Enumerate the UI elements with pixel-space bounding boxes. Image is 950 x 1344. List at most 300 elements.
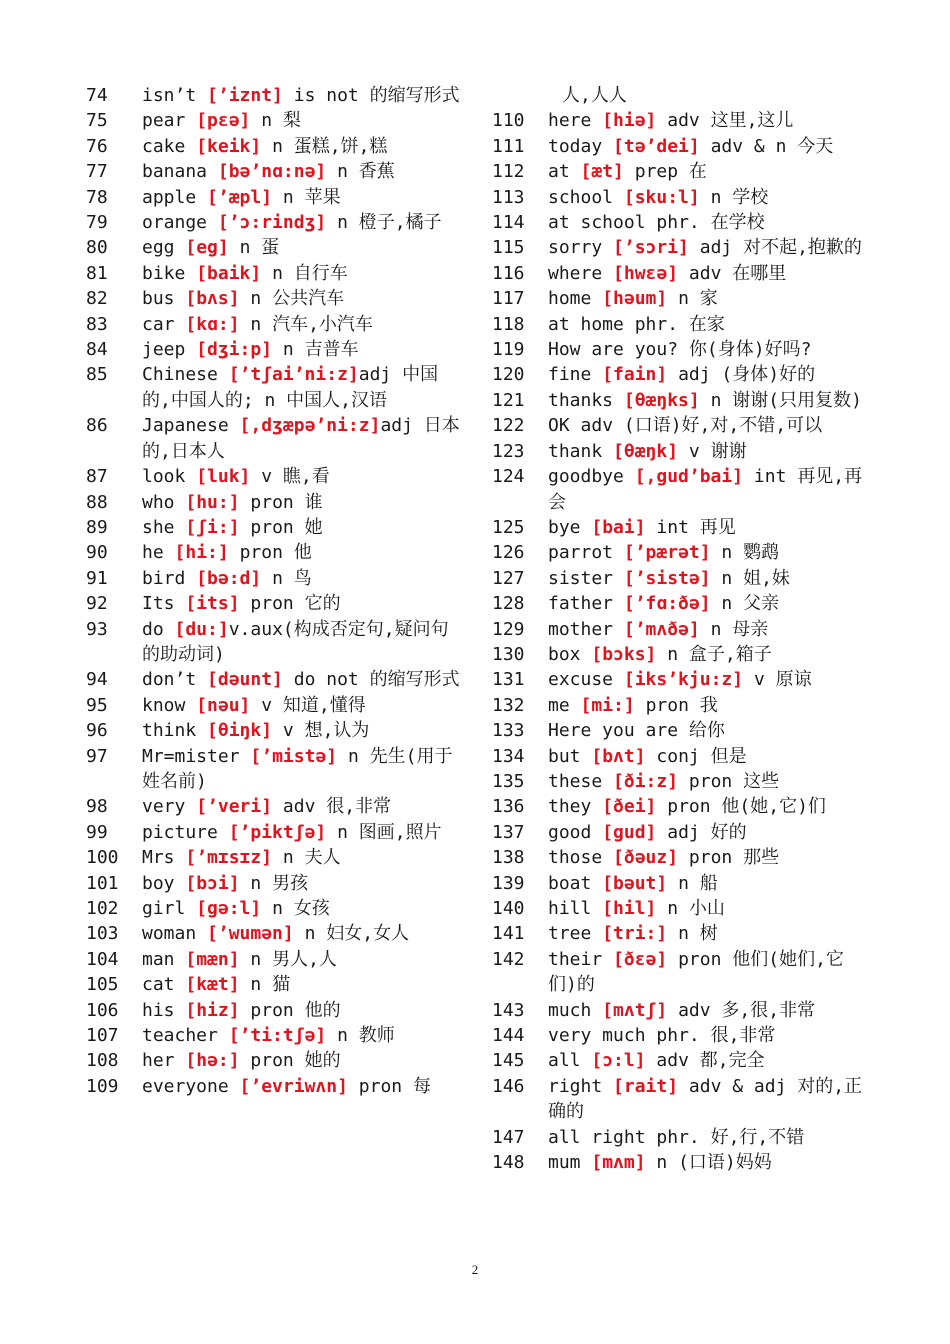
entry-number: 141 xyxy=(492,923,525,945)
entry-definition: phr. 在家 xyxy=(634,313,725,335)
entry-definition: n 男人,人 xyxy=(250,948,337,970)
vocab-entry xyxy=(492,337,872,362)
vocab-entry xyxy=(492,1074,872,1125)
entry-phonetic: [bə:d] xyxy=(196,567,262,589)
entry-phonetic: [kɑ:] xyxy=(185,313,240,335)
entry-definition: is not 的缩写形式 xyxy=(293,85,460,106)
entry-definition: pron 他(她,它)们 xyxy=(667,796,826,818)
entry-phonetic: [luk] xyxy=(196,466,251,488)
entry-phonetic: [’pærət] xyxy=(623,542,711,564)
vocab-entry xyxy=(492,1150,872,1175)
entry-phonetic: [’sistə] xyxy=(623,567,711,589)
entry-number: 102 xyxy=(86,898,119,919)
entry-phonetic: [hiz] xyxy=(185,999,240,1021)
entry-word: picture xyxy=(142,821,218,843)
entry-word: thank xyxy=(548,440,603,462)
vocab-entry xyxy=(86,159,466,184)
entry-number: 125 xyxy=(492,516,525,538)
entry-word: much xyxy=(548,999,592,1021)
entry-phonetic: [’tʃai’ni:z] xyxy=(228,364,359,386)
entry-definition: adj 对不起,抱歉的 xyxy=(699,237,862,259)
entry-definition: pron 每 xyxy=(358,1075,431,1097)
entry-word: know xyxy=(142,694,186,716)
entry-definition: adj 好的 xyxy=(667,821,747,843)
vocab-entry xyxy=(492,464,872,515)
entry-number: 89 xyxy=(86,516,108,538)
entry-number: 124 xyxy=(492,466,525,488)
vocab-entry xyxy=(492,871,872,896)
entry-phonetic: [rait] xyxy=(613,1075,679,1097)
entry-definition: int 再见 xyxy=(656,516,736,538)
vocab-entry xyxy=(86,1074,466,1099)
entry-phonetic: [pεə] xyxy=(196,110,251,132)
entry-phonetic: [fain] xyxy=(602,364,668,386)
entry-definition: pron 谁 xyxy=(250,491,323,513)
vocab-entry xyxy=(86,566,466,591)
entry-definition: n 吉普车 xyxy=(282,339,359,361)
entry-definition: adv 多,很,非常 xyxy=(678,999,816,1021)
entry-definition: pron 他 xyxy=(239,542,312,564)
vocab-entry xyxy=(492,718,872,743)
vocab-entry xyxy=(492,744,872,769)
entry-definition: n 汽车,小汽车 xyxy=(250,313,373,335)
entry-definition: conj 但是 xyxy=(656,745,747,767)
entry-number: 91 xyxy=(86,567,108,589)
entry-number: 113 xyxy=(492,186,525,208)
entry-definition: n 橙子,橘子 xyxy=(337,212,442,234)
entry-phonetic: [mi:] xyxy=(580,694,635,716)
entry-number: 104 xyxy=(86,948,119,970)
entry-phonetic: [hu:] xyxy=(185,491,240,513)
entry-number: 105 xyxy=(86,974,119,996)
entry-definition: pron 她的 xyxy=(250,1050,341,1072)
entry-definition: n 学校 xyxy=(710,186,769,208)
entry-number: 144 xyxy=(492,1025,525,1047)
continuation-text: 人,人人 xyxy=(562,85,627,106)
entry-word: good xyxy=(548,821,592,843)
entry-definition: adj 日本的,日本人 xyxy=(142,415,460,462)
entry-word: where xyxy=(548,262,603,284)
entry-number: 114 xyxy=(492,212,525,234)
page-number: 2 xyxy=(471,1262,479,1277)
entry-word: these xyxy=(548,770,603,792)
entry-definition: phr. 好,行,不错 xyxy=(656,1126,805,1148)
entry-number: 84 xyxy=(86,339,108,361)
vocab-entry xyxy=(492,439,872,464)
entry-number: 88 xyxy=(86,491,108,513)
entry-number: 90 xyxy=(86,542,108,564)
entry-number: 78 xyxy=(86,186,108,208)
entry-word: goodbye xyxy=(548,466,624,488)
entry-definition: n 树 xyxy=(678,923,718,945)
vocab-entry xyxy=(86,972,466,997)
entry-definition: v 想,认为 xyxy=(282,720,370,742)
entry-word: father xyxy=(548,593,614,615)
entry-word: all xyxy=(548,1050,581,1072)
entry-word: boy xyxy=(142,872,175,894)
vocab-entry xyxy=(86,998,466,1023)
entry-phonetic: [hə:] xyxy=(185,1050,240,1072)
entry-definition: adv (口语)好,对,不错,可以 xyxy=(580,415,823,437)
entry-definition: adv 这里,这儿 xyxy=(667,110,794,132)
entry-number: 143 xyxy=(492,999,525,1021)
entry-word: fine xyxy=(548,364,592,386)
entry-word: teacher xyxy=(142,1025,218,1047)
vocab-entry xyxy=(492,820,872,845)
vocab-entry xyxy=(86,108,466,133)
entry-definition: n 梨 xyxy=(261,110,301,132)
entry-definition: n 自行车 xyxy=(272,262,348,284)
entry-phonetic: [’wumən] xyxy=(207,923,294,945)
entry-word: sister xyxy=(548,567,614,589)
vocab-entry xyxy=(86,185,466,210)
entry-word: banana xyxy=(142,161,208,183)
entry-word: jeep xyxy=(142,339,186,361)
entry-number: 120 xyxy=(492,364,525,386)
entry-phonetic: [θiŋk] xyxy=(207,720,273,742)
entry-definition: n 蛋 xyxy=(239,237,280,259)
entry-number: 92 xyxy=(86,593,108,615)
entry-number: 116 xyxy=(492,262,525,284)
entry-number: 81 xyxy=(86,262,108,284)
entry-phonetic: [tri:] xyxy=(602,923,668,945)
vocab-entry xyxy=(86,1023,466,1048)
vocab-entry xyxy=(492,312,872,337)
entry-phonetic: [’piktʃə] xyxy=(228,821,327,843)
entry-definition: n 图画,照片 xyxy=(337,821,442,843)
entry-word: he xyxy=(142,542,164,564)
entry-word: How are you? xyxy=(548,339,679,361)
vocab-entry xyxy=(492,794,872,819)
entry-word: her xyxy=(142,1050,175,1072)
entry-definition: n 公共汽车 xyxy=(250,288,345,310)
vocab-entry xyxy=(492,210,872,235)
entry-number: 98 xyxy=(86,796,108,818)
entry-definition: v.aux(构成否定句,疑问句的助动词) xyxy=(142,618,449,665)
vocab-entry xyxy=(86,464,466,489)
vocab-entry xyxy=(86,845,466,870)
entry-phonetic: [’mistə] xyxy=(250,745,338,767)
entry-definition: n 母亲 xyxy=(710,618,769,640)
entry-phonetic: [θæŋks] xyxy=(623,389,700,411)
entry-phonetic: [bə’nɑ:nə] xyxy=(217,161,327,183)
vocab-entry xyxy=(86,83,466,108)
entry-definition: v 瞧,看 xyxy=(261,466,330,488)
entry-number: 138 xyxy=(492,847,525,869)
entry-number: 137 xyxy=(492,821,525,843)
vocab-entry xyxy=(492,1048,872,1073)
vocab-entry xyxy=(86,362,466,413)
entry-word: cat xyxy=(142,974,175,996)
vocab-entry xyxy=(86,718,466,743)
entry-definition: n 鸟 xyxy=(272,567,312,589)
entry-definition: adv 都,完全 xyxy=(656,1050,765,1072)
entry-word: think xyxy=(142,720,197,742)
vocab-entry xyxy=(492,286,872,311)
vocab-entry xyxy=(492,515,872,540)
entry-number: 135 xyxy=(492,770,525,792)
entry-word: excuse xyxy=(548,669,614,691)
entry-definition: n 猫 xyxy=(250,974,291,996)
vocab-entry xyxy=(86,820,466,845)
entry-phonetic: [,gud’bai] xyxy=(634,466,744,488)
entry-phonetic: [hil] xyxy=(602,898,657,919)
entry-phonetic: [’ti:tʃə] xyxy=(228,1025,327,1047)
entry-definition: v 知道,懂得 xyxy=(261,694,366,716)
vocab-entry xyxy=(86,591,466,616)
entry-word: cake xyxy=(142,135,186,157)
vocab-entry xyxy=(492,896,872,921)
entry-number: 74 xyxy=(86,85,108,106)
entry-word: mum xyxy=(548,1152,581,1174)
vocab-entry xyxy=(492,947,872,998)
entry-number: 119 xyxy=(492,339,525,361)
vocab-entry xyxy=(492,388,872,413)
vocab-entry xyxy=(492,185,872,210)
entry-word: boat xyxy=(548,872,592,894)
entry-number: 76 xyxy=(86,135,108,157)
vocab-entry xyxy=(86,490,466,515)
entry-number: 77 xyxy=(86,161,108,183)
entry-word: at school xyxy=(548,212,646,234)
entry-number: 112 xyxy=(492,161,525,183)
vocab-entry xyxy=(86,794,466,819)
entry-phonetic: [ði:z] xyxy=(613,770,679,792)
entry-word: she xyxy=(142,516,175,538)
entry-word: egg xyxy=(142,237,175,259)
entry-word: his xyxy=(142,999,175,1021)
entry-number: 99 xyxy=(86,821,108,843)
entry-definition: adv 很,非常 xyxy=(282,796,392,818)
entry-phonetic: [kæt] xyxy=(185,974,240,996)
entry-definition: n 父亲 xyxy=(721,593,780,615)
entry-word: here xyxy=(548,110,592,132)
entry-phonetic: [bɔi] xyxy=(185,872,240,894)
entry-number: 85 xyxy=(86,364,108,386)
entry-definition: pron 它的 xyxy=(250,593,341,615)
entry-definition: pron 他们(她们,它们)的 xyxy=(548,948,844,996)
entry-word: don’t xyxy=(142,669,197,691)
entry-word: very xyxy=(142,796,186,818)
entry-word: mother xyxy=(548,618,614,640)
entry-number: 108 xyxy=(86,1050,119,1072)
entry-phonetic: [sku:l] xyxy=(623,186,700,208)
entry-word: bye xyxy=(548,516,581,538)
entry-number: 139 xyxy=(492,872,525,894)
entry-definition: adv 在哪里 xyxy=(688,262,787,284)
entry-word: man xyxy=(142,948,175,970)
entry-definition: pron 那些 xyxy=(688,847,780,869)
entry-number: 79 xyxy=(86,212,108,234)
vocab-entry xyxy=(86,312,466,337)
entry-number: 127 xyxy=(492,567,525,589)
entry-number: 87 xyxy=(86,466,108,488)
entry-word: everyone xyxy=(142,1075,229,1097)
vocab-entry xyxy=(492,413,872,438)
vocab-entry xyxy=(492,1125,872,1150)
entry-definition: n 教师 xyxy=(337,1025,395,1047)
entry-number: 111 xyxy=(492,135,525,157)
entry-number: 117 xyxy=(492,288,525,310)
entry-phonetic: [dəunt] xyxy=(207,669,283,691)
entry-number: 131 xyxy=(492,669,525,691)
vocab-entry xyxy=(492,1023,872,1048)
entry-phonetic: [’ɔ:rindʒ] xyxy=(217,212,327,234)
entry-phonetic: [’sɔri] xyxy=(613,237,689,259)
vocab-entry xyxy=(86,286,466,311)
entry-number: 126 xyxy=(492,542,525,564)
vocab-entry xyxy=(86,337,466,362)
entry-definition: pron 这些 xyxy=(688,770,780,792)
entry-phonetic: [’mɪsɪz] xyxy=(185,847,273,869)
vocab-entry xyxy=(86,871,466,896)
entry-word: OK xyxy=(548,415,570,437)
entry-phonetic: [its] xyxy=(185,593,240,615)
entry-word: box xyxy=(548,643,581,665)
vocab-entry xyxy=(492,769,872,794)
vocab-entry xyxy=(492,108,872,133)
entry-number: 100 xyxy=(86,847,119,869)
entry-number: 106 xyxy=(86,999,119,1021)
entry-definition: n 苹果 xyxy=(282,186,341,208)
vocab-entry xyxy=(492,693,872,718)
entry-number: 118 xyxy=(492,313,525,335)
entry-definition: pron 我 xyxy=(645,694,718,716)
vocab-entry xyxy=(492,566,872,591)
entry-number: 140 xyxy=(492,898,525,919)
entry-phonetic: [’mʌðə] xyxy=(623,618,700,640)
entry-phonetic: [hwεə] xyxy=(613,262,679,284)
entry-number: 133 xyxy=(492,720,525,742)
entry-word: thanks xyxy=(548,389,614,411)
entry-phonetic: [dʒi:p] xyxy=(196,339,273,361)
entry-definition: 你(身体)好吗? xyxy=(688,339,812,361)
entry-word: orange xyxy=(142,212,208,234)
entry-definition: phr. 很,非常 xyxy=(656,1025,776,1047)
vocab-entry xyxy=(492,617,872,642)
vocab-entry xyxy=(86,693,466,718)
entry-word: those xyxy=(548,847,603,869)
entry-word: look xyxy=(142,466,186,488)
entry-word: all right xyxy=(548,1126,646,1148)
entry-number: 145 xyxy=(492,1050,525,1072)
entry-definition: n 小山 xyxy=(667,898,725,919)
vocab-entry xyxy=(492,591,872,616)
entry-definition: n 鹦鹉 xyxy=(721,542,780,564)
entry-word: who xyxy=(142,491,175,513)
entry-word: bike xyxy=(142,262,186,284)
entry-number: 83 xyxy=(86,313,108,335)
entry-definition: n 家 xyxy=(678,288,718,310)
entry-number: 101 xyxy=(86,872,119,894)
entry-number: 130 xyxy=(492,643,525,665)
entry-number: 95 xyxy=(86,694,108,716)
entry-number: 136 xyxy=(492,796,525,818)
entry-phonetic: [mæn] xyxy=(185,948,240,970)
entry-phonetic: [tə’dei] xyxy=(613,135,700,157)
entry-definition: pron 她 xyxy=(250,516,323,538)
entry-phonetic: [’fɑ:ðə] xyxy=(623,593,711,615)
entry-phonetic: [nəu] xyxy=(196,694,251,716)
entry-word: bird xyxy=(142,567,186,589)
entry-word: sorry xyxy=(548,237,603,259)
vocab-entry xyxy=(86,134,466,159)
left-column xyxy=(86,83,466,1099)
vocab-entry xyxy=(86,235,466,260)
entry-phonetic: [həum] xyxy=(602,288,668,310)
entry-number: 94 xyxy=(86,669,108,691)
vocab-entry xyxy=(492,845,872,870)
entry-phonetic: [eg] xyxy=(185,237,229,259)
entry-number: 128 xyxy=(492,593,525,615)
entry-definition: n 蛋糕,饼,糕 xyxy=(272,135,388,157)
entry-definition: n 男孩 xyxy=(250,872,309,894)
entry-phonetic: [mʌm] xyxy=(591,1152,646,1174)
entry-phonetic: [’evriwʌn] xyxy=(239,1075,348,1097)
entry-word: Its xyxy=(142,593,175,615)
entry-definition: do not 的缩写形式 xyxy=(293,669,460,691)
entry-number: 103 xyxy=(86,923,119,945)
entry-word: at xyxy=(548,161,570,183)
entry-number: 80 xyxy=(86,237,108,259)
entry-number: 147 xyxy=(492,1126,525,1148)
entry-phonetic: [ɔ:l] xyxy=(591,1050,646,1072)
entry-number: 129 xyxy=(492,618,525,640)
entry-phonetic: [mʌtʃ] xyxy=(602,999,668,1021)
entry-definition: v 谢谢 xyxy=(688,440,747,462)
entry-number: 107 xyxy=(86,1025,119,1047)
entry-word: Japanese xyxy=(142,415,229,437)
entry-word: tree xyxy=(548,923,592,945)
entry-definition: phr. 在学校 xyxy=(656,212,765,234)
entry-phonetic: [θæŋk] xyxy=(613,440,679,462)
entry-definition: v 原谅 xyxy=(753,669,812,691)
entry-phonetic: [ðəuz] xyxy=(613,847,679,869)
vocab-entry xyxy=(492,134,872,159)
entry-number: 121 xyxy=(492,389,525,411)
entry-word: apple xyxy=(142,186,197,208)
entry-definition: n 女孩 xyxy=(272,898,330,919)
entry-number: 86 xyxy=(86,415,108,437)
entry-word: isn’t xyxy=(142,85,197,106)
entry-phonetic: [ʃi:] xyxy=(185,516,240,538)
entry-definition: adv & adj 对的,正确的 xyxy=(548,1075,863,1123)
entry-number: 115 xyxy=(492,237,525,259)
right-column xyxy=(492,83,872,1175)
entry-phonetic: [du:] xyxy=(174,618,229,640)
entry-definition: adv & n 今天 xyxy=(710,135,834,157)
entry-phonetic: [’æpl] xyxy=(207,186,273,208)
entry-word: Chinese xyxy=(142,364,218,386)
entry-number: 148 xyxy=(492,1152,525,1174)
vocab-entry xyxy=(492,261,872,286)
entry-definition: n 船 xyxy=(678,872,718,894)
vocab-entry xyxy=(492,235,872,260)
entry-word: Here you are xyxy=(548,720,679,742)
vocab-entry xyxy=(492,921,872,946)
entry-number: 110 xyxy=(492,110,525,132)
entry-word: me xyxy=(548,694,570,716)
entry-word: right xyxy=(548,1075,603,1097)
entry-definition: n 姐,妹 xyxy=(721,567,790,589)
entry-phonetic: [baik] xyxy=(196,262,262,284)
entry-phonetic: [bəut] xyxy=(602,872,668,894)
entry-phonetic: [ðei] xyxy=(602,796,657,818)
entry-number: 142 xyxy=(492,948,525,970)
entry-word: woman xyxy=(142,923,197,945)
entry-word: car xyxy=(142,313,175,335)
entry-definition: n 盒子,箱子 xyxy=(667,643,772,665)
